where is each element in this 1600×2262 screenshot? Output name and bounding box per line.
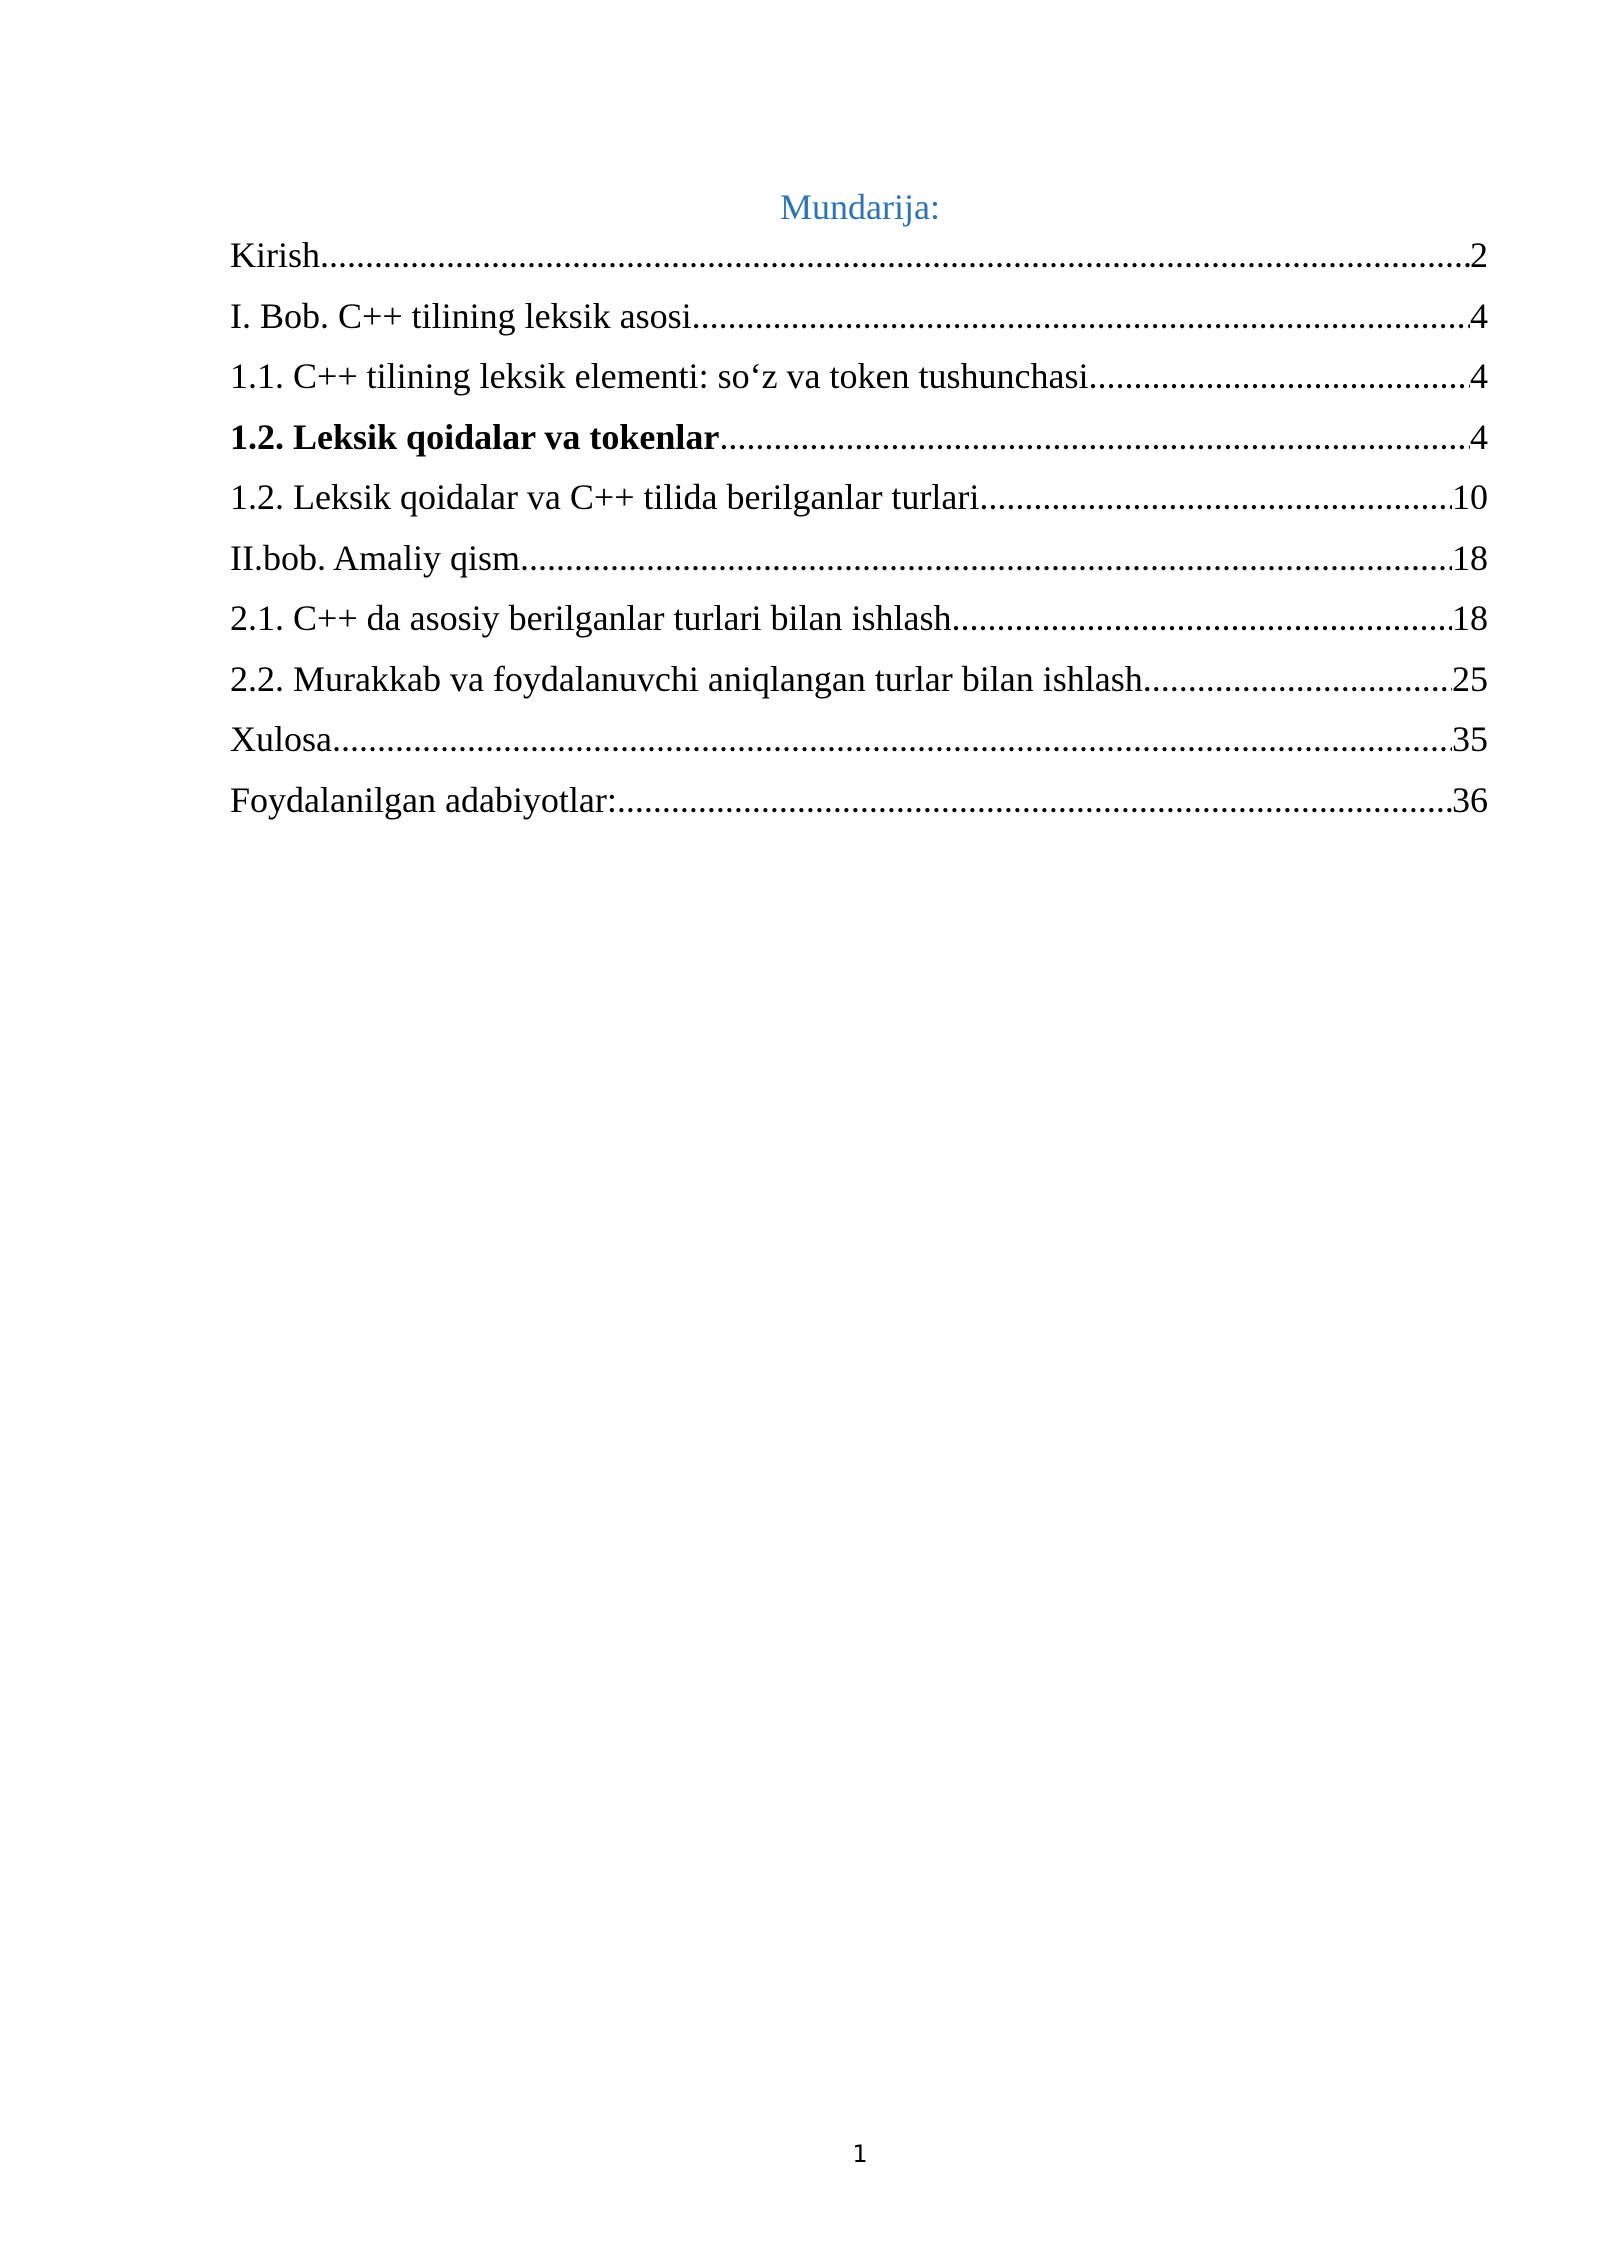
- toc-entry-label: II.bob. Amaliy qism: [230, 537, 520, 578]
- toc-entry-page: 25: [1452, 658, 1488, 699]
- toc-entry-page: 2: [1470, 235, 1488, 275]
- toc-entry-page: 18: [1452, 598, 1488, 638]
- toc-entry-xulosa[interactable]: [230, 714, 1488, 775]
- toc-entry-label: 2.1. C++ da asosiy berilganlar turlari bilan ishlash: [230, 598, 952, 638]
- toc-entry-1-1[interactable]: [230, 351, 1488, 412]
- toc-entry-page: 4: [1470, 416, 1488, 457]
- toc-entry-label: Foydalanilgan adabiyotlar:: [230, 779, 617, 820]
- dot-leader: [979, 472, 1452, 522]
- toc-entry-page: 4: [1470, 356, 1488, 396]
- dot-leader: [951, 593, 1452, 643]
- toc-entry-label: Kirish: [230, 235, 320, 275]
- toc-entry-page: 35: [1452, 719, 1488, 759]
- toc-entry-label: Xulosa: [230, 719, 332, 759]
- toc-entry-label: 1.1. C++ tilining leksik elementi: so‘z va token tushunchasi: [230, 356, 1089, 396]
- table-of-contents: [230, 230, 1488, 835]
- toc-entry-2-1[interactable]: [230, 593, 1488, 654]
- toc-entry-label: I. Bob. C++ tilining leksik asosi: [230, 295, 692, 336]
- toc-entry-1-2-turlari[interactable]: [230, 472, 1488, 533]
- dot-leader: [332, 714, 1452, 764]
- toc-entry-page: 18: [1452, 537, 1488, 578]
- toc-entry-page: 10: [1452, 477, 1488, 517]
- dot-leader: [1088, 351, 1470, 401]
- dot-leader: [320, 230, 1470, 280]
- toc-entry-page: 4: [1470, 295, 1488, 336]
- toc-entry-bob-2[interactable]: [230, 533, 1488, 594]
- toc-entry-2-2[interactable]: [230, 654, 1488, 715]
- page-number: 1: [852, 2140, 868, 2168]
- toc-entry-label: 2.2. Murakkab va foydalanuvchi aniqlangan turlar bilan ishlash: [230, 658, 1143, 699]
- toc-entry-label: 1.2. Leksik qoidalar va C++ tilida berilganlar turlari: [230, 477, 980, 517]
- dot-leader: [520, 533, 1452, 583]
- dot-leader: [617, 775, 1452, 825]
- toc-entry-adabiyotlar[interactable]: [230, 775, 1488, 836]
- dot-leader: [692, 291, 1470, 341]
- dot-leader: [719, 412, 1470, 462]
- toc-entry-kirish[interactable]: [230, 230, 1488, 291]
- toc-entry-1-2-tokenlar[interactable]: [230, 412, 1488, 473]
- toc-entry-bob-1[interactable]: [230, 291, 1488, 352]
- toc-entry-label: 1.2. Leksik qoidalar va tokenlar: [230, 416, 720, 457]
- dot-leader: [1143, 654, 1452, 704]
- toc-entry-page: 36: [1452, 779, 1488, 820]
- toc-title: Mundarija:: [780, 187, 940, 227]
